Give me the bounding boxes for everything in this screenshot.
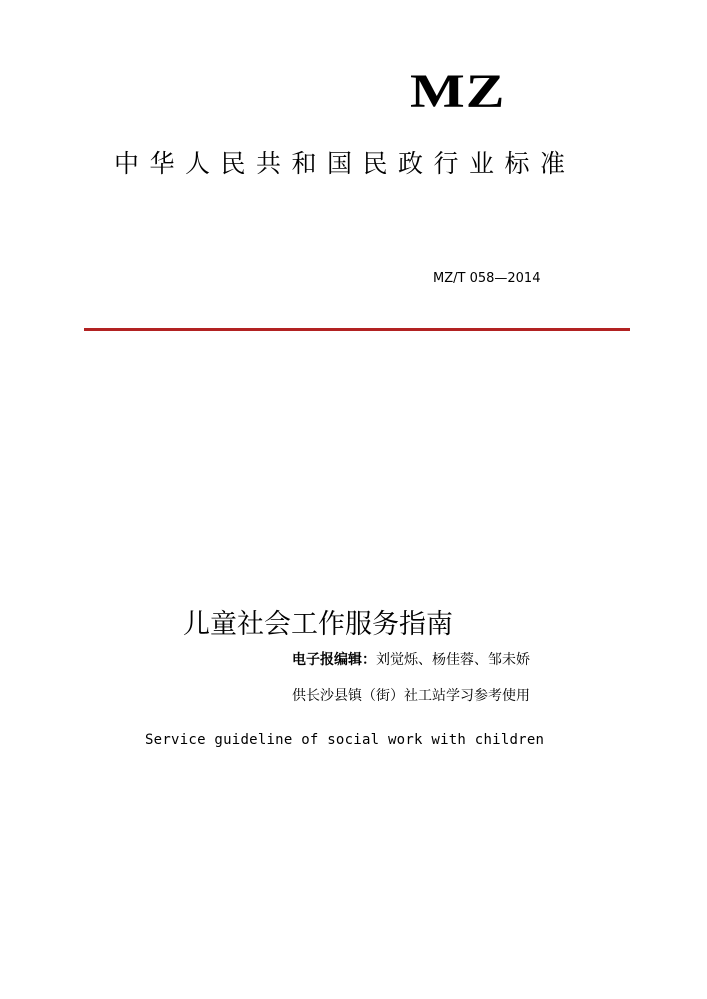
editors-names: 刘觉烁、杨佳蓉、邹未娇 (376, 652, 530, 668)
usage-note: 供长沙县镇（街）社工站学习参考使用 (292, 688, 530, 704)
standard-category-title: 中华人民共和国民政行业标准 (114, 149, 576, 178)
standard-number: MZ/T 058—2014 (433, 271, 541, 286)
header-divider (84, 328, 630, 331)
document-title: 儿童社会工作服务指南 (183, 609, 453, 640)
editors-line (292, 650, 530, 670)
english-title: Service guideline of social work with children (145, 732, 545, 748)
editors-label: 电子报编辑： (292, 652, 376, 668)
mz-logo: MZ (410, 64, 506, 118)
